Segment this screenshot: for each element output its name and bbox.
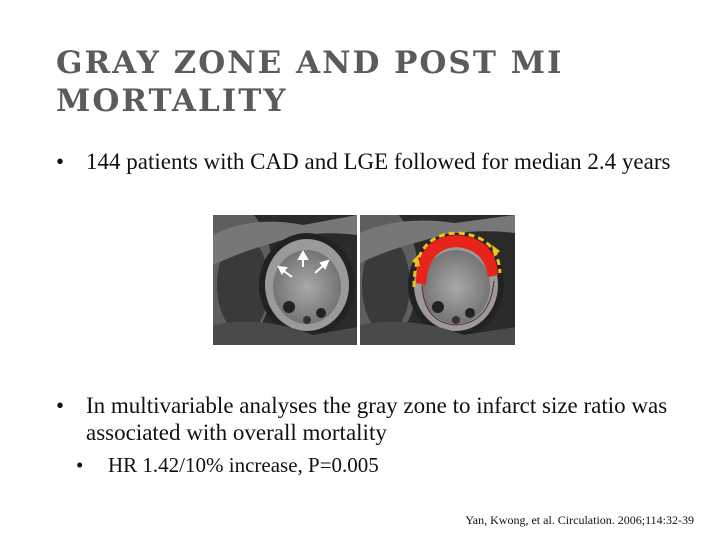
bullet-marker: • (56, 149, 65, 174)
mri-grayscale-graphic (213, 215, 357, 345)
mri-image-colorized (360, 215, 515, 345)
mri-image-grayscale (213, 215, 357, 345)
bullet-text: In multivariable analyses the gray zone to infarct size ratio was associated with overall mortality (86, 393, 668, 445)
mri-colorized-graphic (360, 215, 515, 345)
bullet-marker: • (56, 393, 65, 418)
bullet-patients (56, 148, 686, 175)
bullet-text: 144 patients with CAD and LGE followed for median 2.4 years (86, 149, 671, 174)
sub-bullet-text: HR 1.42/10% increase, P=0.005 (108, 453, 379, 477)
slide-title: GRAY ZONE AND POST MI MORTALITY (56, 45, 564, 119)
sub-bullet-hazard-ratio (76, 452, 676, 478)
citation: Yan, Kwong, et al. Circulation. 2006;114:32-39 (465, 513, 694, 527)
bullet-analysis (56, 392, 686, 446)
sub-bullet-marker: • (76, 453, 84, 477)
